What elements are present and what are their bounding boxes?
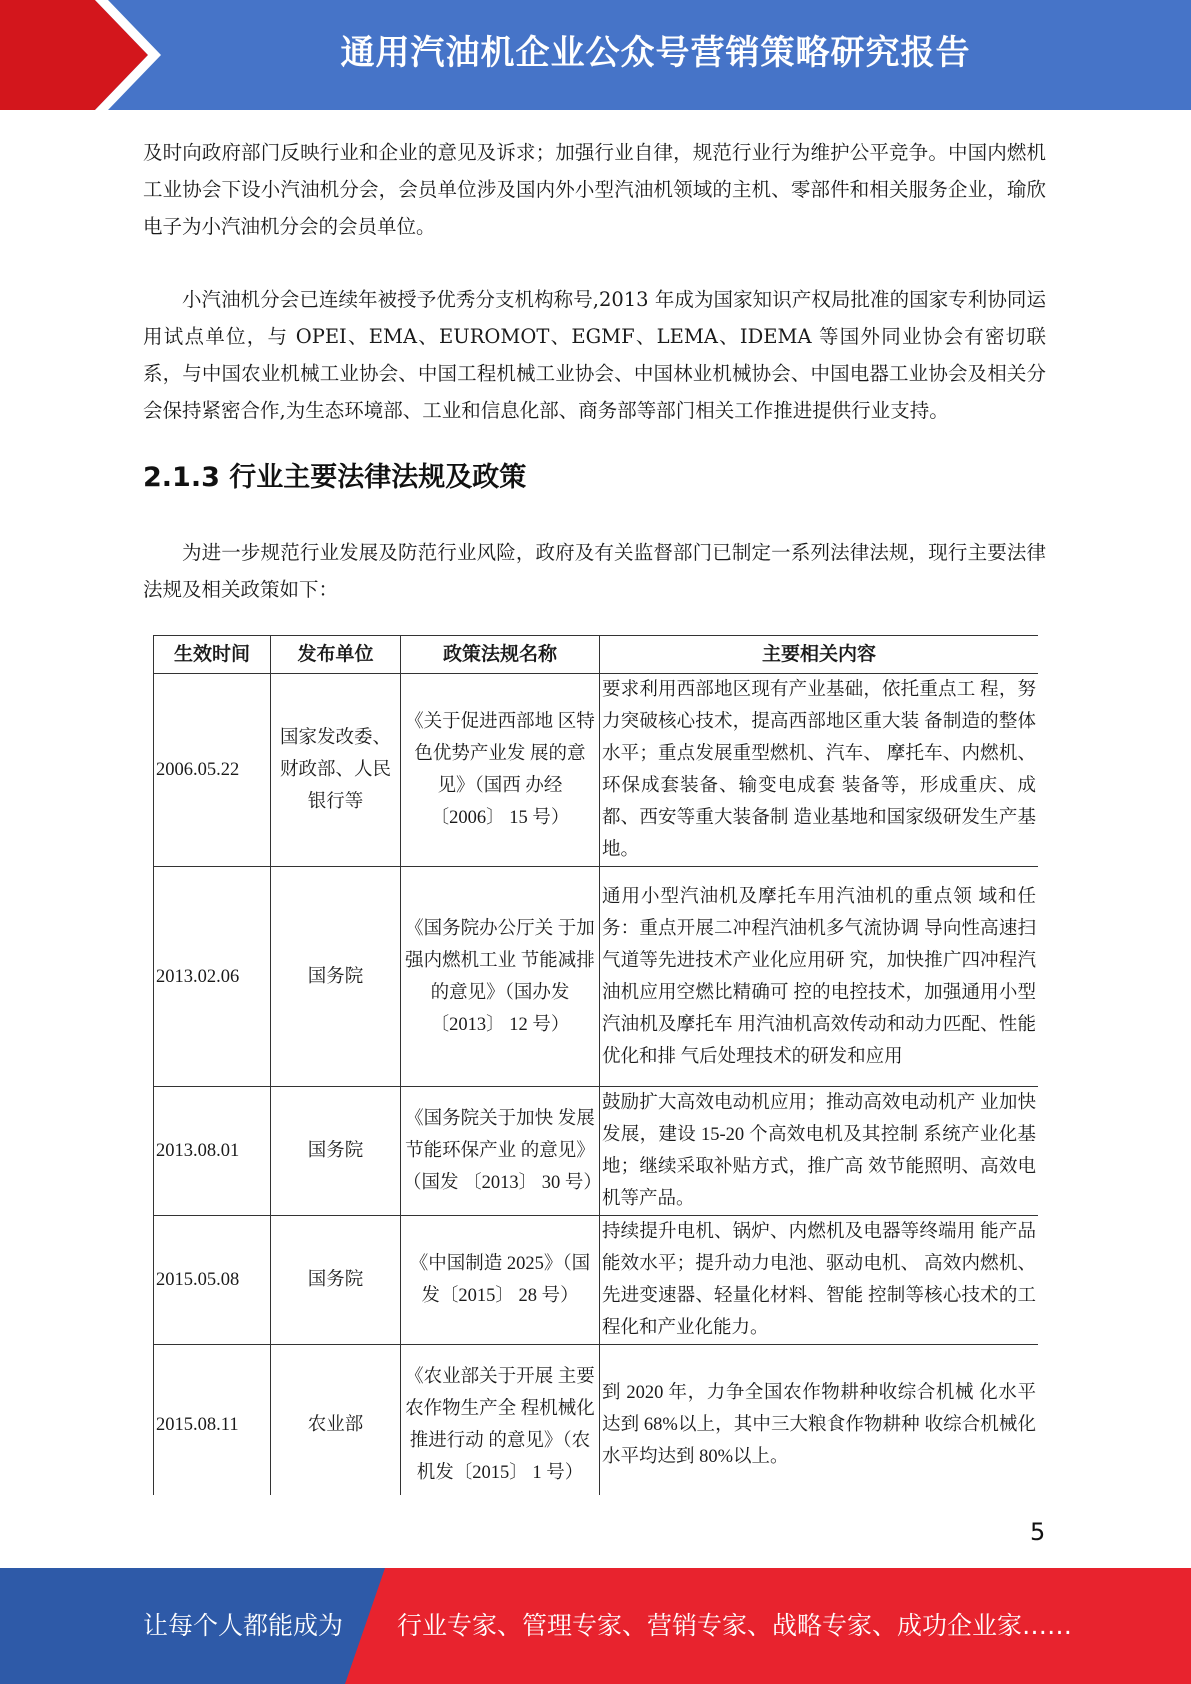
header-title: 通用汽油机企业公众号营销策略研究报告 [340,33,971,73]
page-footer [0,1568,1191,1684]
paragraph-association: 小汽油机分会已连续年被授予优秀分支机构称号,2013 年成为国家知识产权局批准的国家专利协同运用试点单位，与 OPEI、EMA、EUROMOT、EGMF、LEMA、IDEMA 等国外同业协会有密切联系，与中国农业机械工业协会、中国工程机械工业协会、中国林业机械协会、中国电器工业协会及相关分会保持紧密合作,为生态环境部、工业和信息化部、商务部等部门相关工作推进提供行业支持。 [143,288,1046,422]
cell-content: 持续提升电机、锅炉、内燃机及电器等终端用 能产品能效水平；提升动力电池、驱动电机、 高效内燃机、先进变速器、轻量化材料、智能 控制等核心技术的工程化和产业化能力。 [600,1216,1039,1345]
cell-date: 2013.08.01 [154,1087,271,1216]
table-row [154,1087,1039,1216]
cell-policy-name: 《国务院办公厅关 于加强内燃机工业 节能减排的意见》（国办发〔2013〕 12 号） [401,867,600,1087]
cell-date: 2015.05.08 [154,1216,271,1345]
cell-issuer: 国家发改委、财政部、人民银行等 [271,674,401,867]
table-row [154,674,1039,867]
cell-policy-name: 《中国制造 2025》（国发〔2015〕 28 号） [401,1216,600,1345]
page-header [0,0,1191,110]
policy-table [153,635,1038,1495]
cell-issuer: 国务院 [271,867,401,1087]
cell-issuer: 农业部 [271,1345,401,1496]
header-red-arrow [0,0,148,110]
cell-date: 2006.05.22 [154,674,271,867]
table-row [154,1216,1039,1345]
cell-policy-name: 《国务院关于加快 发展节能环保产业 的意见》（国发 〔2013〕 30 号） [401,1087,600,1216]
cell-issuer: 国务院 [271,1087,401,1216]
table-header-row [154,636,1039,674]
policy-table-container [153,635,1038,1495]
cell-issuer: 国务院 [271,1216,401,1345]
header-policy-name: 政策法规名称 [401,636,600,674]
cell-content: 要求利用西部地区现有产业基础，依托重点工 程，努力突破核心技术，提高西部地区重大装 备制造的整体水平；重点发展重型燃机、汽车、 摩托车、内燃机、环保成套装备、输变电成套 装备等，形成重庆、成都、西安等重大装备制 造业基地和国家级研发生产基地。 [600,674,1039,867]
cell-content: 到 2020 年，力争全国农作物耕种收综合机械 化水平达到 68%以上，其中三大粮食作物耕种 收综合机械化水平均达到 80%以上。 [600,1345,1039,1496]
cell-content: 鼓励扩大高效电动机应用；推动高效电动机产 业加快发展，建设 15-20 个高效电机及其控制 系统产业化基地；继续采取补贴方式，推广高 效节能照明、高效电机等产品。 [600,1087,1039,1216]
cell-policy-name: 《关于促进西部地 区特色优势产业发 展的意见》（国西 办经〔2006〕 15 号） [401,674,600,867]
cell-date: 2013.02.06 [154,867,271,1087]
header-date: 生效时间 [154,636,271,674]
cell-policy-name: 《农业部关于开展 主要农作物生产全 程机械化推进行动 的意见》（农机发〔2015〕 1 号） [401,1345,600,1496]
page-number: 5 [1030,1518,1046,1546]
header-content: 主要相关内容 [600,636,1039,674]
table-row [154,867,1039,1087]
cell-date: 2015.08.11 [154,1345,271,1496]
footer-slogan-right: 行业专家、管理专家、营销专家、战略专家、成功企业家…… [397,1611,1073,1640]
section-heading: 2.1.3 行业主要法律法规及政策 [143,462,527,493]
footer-slogan-left: 让每个人都能成为 [143,1611,344,1640]
paragraph-intro: 及时向政府部门反映行业和企业的意见及诉求；加强行业自律，规范行业行为维护公平竞争。中国内燃机工业协会下设小汽油机分会，会员单位涉及国内外小型汽油机领域的主机、零部件和相关服务企业，瑜欣电子为小汽油机分会的会员单位。 [143,141,1046,238]
table-row [154,1345,1039,1496]
cell-content: 通用小型汽油机及摩托车用汽油机的重点领 域和任务：重点开展二冲程汽油机多气流协调 导向性高速扫气道等先进技术产业化应用研 究，加快推广四冲程汽油机应用空燃比精确可 控的电控技术，加强通用小型汽油机及摩托车 用汽油机高效传动和动力匹配、性能优化和排 气后处理技术的研发和应用 [600,867,1039,1087]
paragraph-policy-intro: 为进一步规范行业发展及防范行业风险，政府及有关监督部门已制定一系列法律法规，现行主要法律法规及相关政策如下： [143,541,1046,601]
header-issuer: 发布单位 [271,636,401,674]
